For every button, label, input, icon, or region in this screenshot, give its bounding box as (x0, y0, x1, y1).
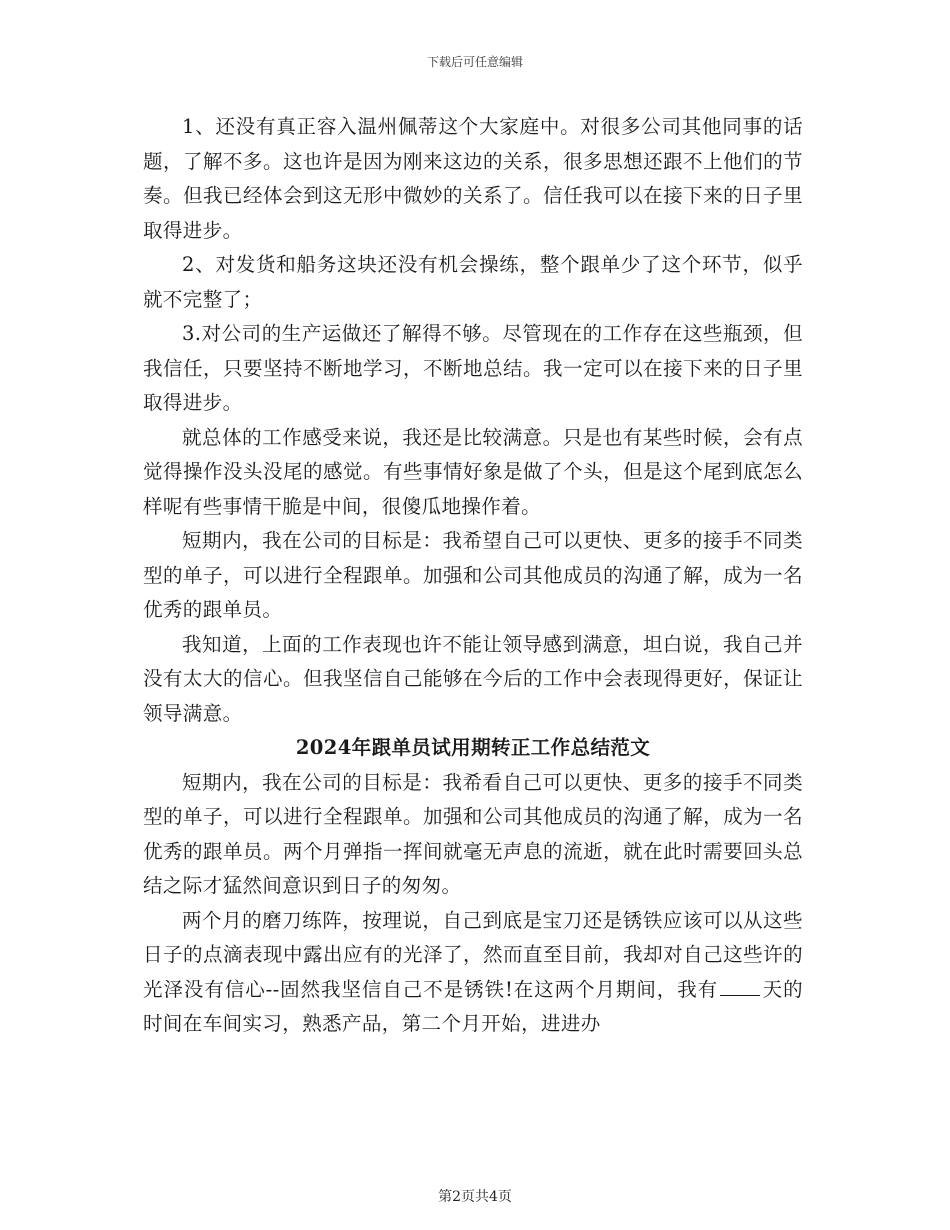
paragraph-5: 短期内，我在公司的目标是：我希望自己可以更快、更多的接手不同类型的单子，可以进行全程跟单。加强和公司其他成员的沟通了解，成为一名优秀的跟单员。 (143, 529, 803, 621)
paragraph-4: 就总体的工作感受来说，我还是比较满意。只是也有某些时候，会有点觉得操作没头没尾的感觉。有些事情好象是做了个头，但是这个尾到底怎么样呢有些事情干脆是中间，很傻瓜地操作着。 (143, 425, 803, 518)
paragraph-1: 1、还没有真正容入温州佩蒂这个大家庭中。对很多公司其他同事的话题，了解不多。这也许是因为刚来这边的关系，很多思想还跟不上他们的节奏。但我已经体会到这无形中微妙的关系了。信任我可以在接下来的日子里取得进步。 (143, 115, 803, 242)
section-heading: 2024年跟单员试用期转正工作总结范文 (295, 736, 651, 759)
paragraph-3: 3.对公司的生产运做还了解得不够。尽管现在的工作存在这些瓶颈，但我信任，只要坚持不断地学习，不断地总结。我一定可以在接下来的日子里取得进步。 (143, 322, 803, 414)
paragraph-7: 短期内，我在公司的目标是：我希看自己可以更快、更多的接手不同类型的单子，可以进行全程跟单。加强和公司其他成员的沟通了解，成为一名优秀的跟单员。两个月弹指一挥间就毫无声息的流逝，就在此时需要回头总结之际才猛然间意识到日子的匆匆。 (143, 770, 803, 897)
page-number: 第2页共4页 (438, 1189, 512, 1205)
header-note: 下载后可任意编辑 (426, 55, 523, 69)
document-body (143, 110, 803, 1042)
paragraph-8 (143, 904, 803, 1042)
paragraph-6: 我知道，上面的工作表现也许不能让领导感到满意，坦白说，我自己并没有太大的信心。但我坚信自己能够在今后的工作中会表现得更好，保证让领导满意。 (143, 632, 803, 725)
paragraph-2: 2、对发货和船务这块还没有机会操练，整个跟单少了这个环节，似乎就不完整了； (143, 253, 803, 311)
fill-in-blank (720, 995, 760, 996)
paragraph-8-part-2: 天的时间在车间实习，熟悉产品，第二个月开始，进进办 (143, 977, 804, 1035)
paragraph-8-part-1: 两个月的磨刀练阵，按理说，自己到底是宝刀还是锈铁应该可以从这些日子的点滴表现中露出应有的光泽了，然而直至目前，我却对自己这些许的光泽没有信心--固然我坚信自己不是锈铁!在这两个月期间，我有 (143, 908, 803, 1001)
